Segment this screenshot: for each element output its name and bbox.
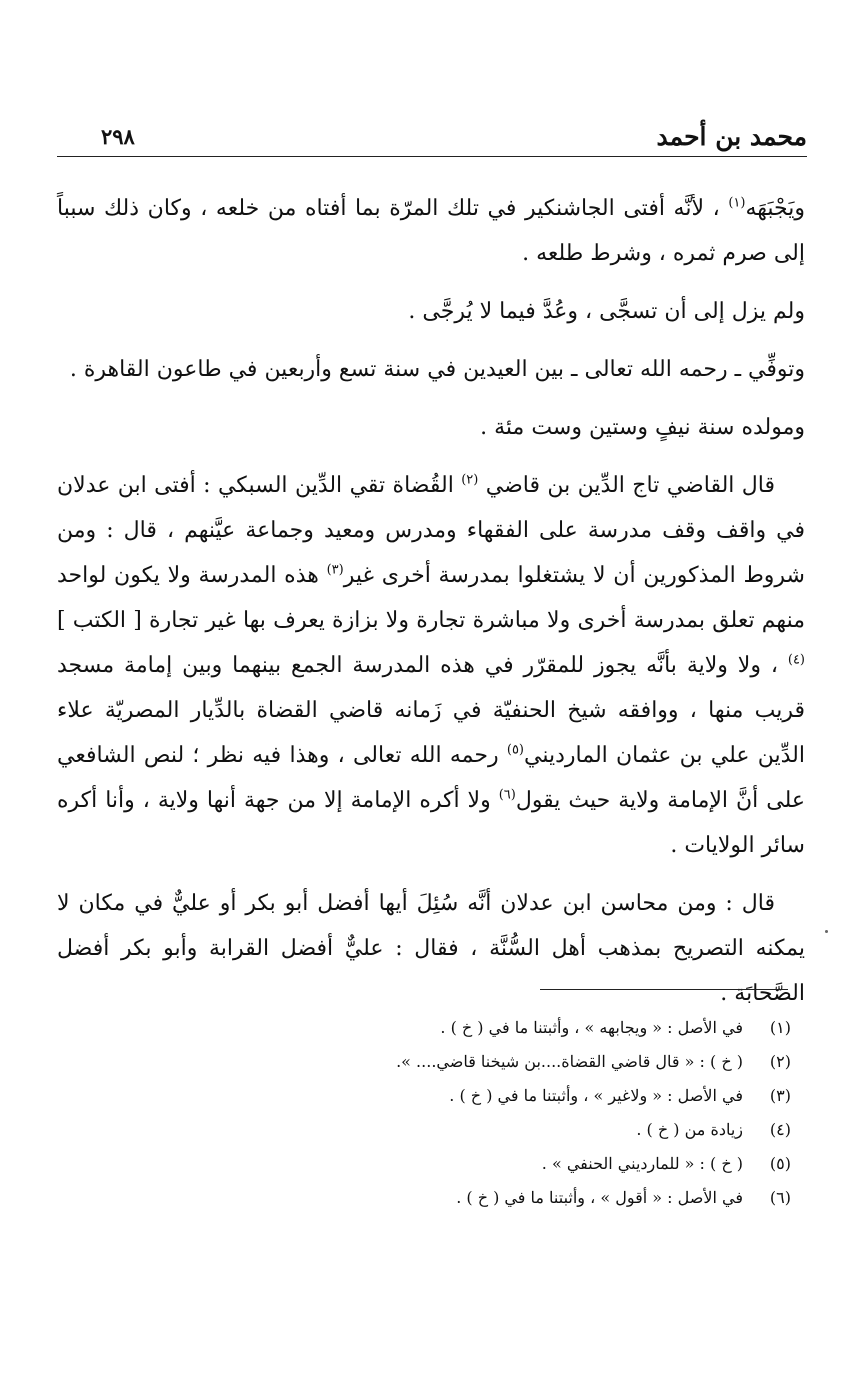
footnote-number: (٤) — [769, 1120, 791, 1139]
paragraph-text: ، ولا ولاية بأنَّه يجوز للمقرّر في هذه المدرسة الجمع بينهما وبين إمامة مسجد قريب منها ، ووافقه شيخ الحنفيّة في زَمانه قاضي القضاة بالدِّيار المصريّة علاء الدِّين علي بن عثمان المارديني — [57, 653, 805, 768]
footnote-ref: (١) — [728, 195, 746, 211]
footnotes — [200, 1014, 791, 1218]
running-title: محمد بن أحمد — [656, 122, 807, 151]
footnote-number: (٦) — [769, 1188, 791, 1207]
footnote-text: في الأصل : « ولاغير » ، وأثبتنا ما في ( خ ) . — [449, 1086, 743, 1105]
footnote-text: ( خ ) : « قال قاضي القضاة....بن شيخنا قاضي.... ». — [396, 1052, 743, 1071]
paragraph-text: هذه المدرسة ولا يكون لواحد منهم تعلق بمدرسة أخرى ولا مباشرة تجارة ولا بزازة يعرف بها غير تجارة [ الكتب ] — [57, 563, 805, 633]
footnote-divider — [540, 989, 788, 990]
footnote-number: (٥) — [769, 1154, 791, 1173]
paragraph-text: ويَجْبَهَه — [745, 196, 805, 221]
footnote-number: (٢) — [769, 1052, 791, 1071]
footnote-ref: (٤) — [787, 652, 805, 668]
paragraph-text: ومولده سنة نيفٍ وستين وست مئة . — [480, 415, 805, 440]
paragraph — [57, 881, 805, 1016]
footnote-number: (١) — [769, 1018, 791, 1037]
footnote — [200, 1014, 791, 1048]
paragraph — [57, 347, 805, 392]
paragraph — [57, 186, 805, 276]
footnote — [200, 1082, 791, 1116]
footnote — [200, 1184, 791, 1218]
paragraph — [57, 463, 805, 868]
page-header — [57, 120, 807, 157]
paragraph-text: رحمه الله تعالى ، وهذا فيه نظر ؛ لنص الشافعي على أنَّ الإمامة ولاية حيث يقول — [57, 743, 805, 813]
main-text — [57, 186, 805, 1029]
footnote-ref: (٥) — [506, 742, 524, 758]
paragraph-text: القُضاة تقي الدِّين السبكي : أفتى ابن عدلان في واقف وقف مدرسة على الفقهاء ومدرس ومعيد وجماعة عيَّنهم ، قال : ومن شروط المذكورين أن لا يشتغلوا بمدرسة أخرى غير — [57, 473, 805, 588]
paragraph-text: ولا أكره الإمامة إلا من جهة أنها ولاية ، وأنا أكره سائر الولايات . — [57, 788, 805, 858]
scan-speck — [825, 930, 828, 933]
footnote-number: (٣) — [769, 1086, 791, 1105]
footnote-ref: (٣) — [326, 562, 344, 578]
footnote-text: في الأصل : « أقول » ، وأثبتنا ما في ( خ ) . — [456, 1188, 743, 1207]
paragraph-text: وتوفِّي ـ رحمه الله تعالى ـ بين العيدين في سنة تسع وأربعين في طاعون القاهرة . — [69, 357, 805, 382]
footnote — [200, 1048, 791, 1082]
page-number: ٢٩٨ — [101, 124, 135, 149]
footnote-ref: (٦) — [498, 787, 516, 803]
paragraph-text: قال : ومن محاسن ابن عدلان أنَّه سُئِلَ أيها أفضل أبو بكر أو عليٌّ في مكان لا يمكنه التصريح بمذهب أهل السُّنَّة ، فقال : عليٌّ أفضل القرابة وأبو بكر أفضل الصَّحابَة . — [57, 891, 805, 1006]
footnote — [200, 1150, 791, 1184]
footnote-text: ( خ ) : « للمارديني الحنفي » . — [541, 1154, 743, 1173]
footnote-text: في الأصل : « ويجابهه » ، وأثبتنا ما في ( خ ) . — [440, 1018, 743, 1037]
paragraph-text: ولم يزل إلى أن تسجَّى ، وعُدَّ فيما لا يُرجَّى . — [408, 299, 805, 324]
paragraph-text: قال القاضي تاج الدِّين بن قاضي — [478, 473, 775, 498]
paragraph — [57, 289, 805, 334]
paragraph-text: ، لأنَّه أفتى الجاشنكير في تلك المرّة بما أفتاه من خلعه ، وكان ذلك سبباً إلى صرم ثمره ، وشرط طلعه . — [57, 196, 805, 266]
footnote-ref: (٢) — [461, 472, 479, 488]
paragraph — [57, 405, 805, 450]
footnote — [200, 1116, 791, 1150]
footnote-text: زيادة من ( خ ) . — [636, 1120, 743, 1139]
